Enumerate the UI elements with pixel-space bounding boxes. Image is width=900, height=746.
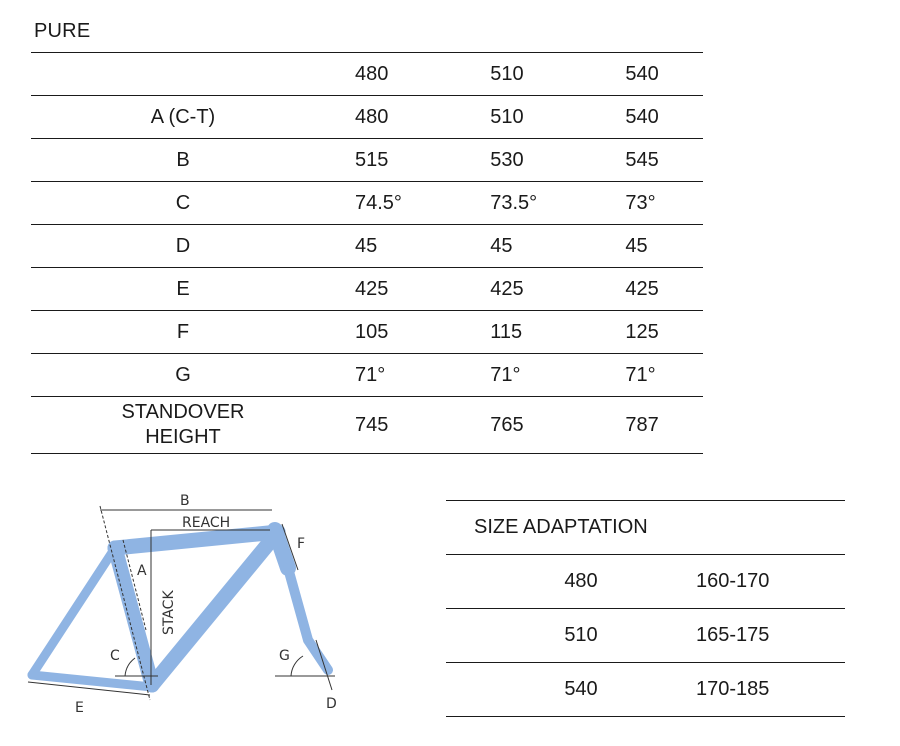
row-value: 515 xyxy=(354,148,389,171)
row-value: 115 xyxy=(490,320,523,343)
row-value: 787 xyxy=(625,413,659,436)
label-e: E xyxy=(75,700,84,716)
row-value: 45 xyxy=(625,234,648,257)
label-stack: STACK xyxy=(161,590,177,635)
table-row xyxy=(31,225,703,268)
row-value: 45 xyxy=(354,234,378,257)
label-b: B xyxy=(180,493,190,509)
seat-stay xyxy=(32,548,115,675)
table-row xyxy=(31,354,703,397)
row-value: 530 xyxy=(490,148,524,171)
size-adaptation-header-row xyxy=(446,501,845,555)
row-label: G xyxy=(175,363,191,386)
table-row xyxy=(31,96,703,139)
header-size-cell: 540 xyxy=(625,62,659,85)
table-row xyxy=(446,555,845,609)
row-label-line: STANDOVER xyxy=(121,401,245,423)
geometry-table xyxy=(31,52,703,454)
rider-height-range: 165-175 xyxy=(696,624,770,646)
row-value: 425 xyxy=(625,277,659,300)
rider-height-range: 160-170 xyxy=(696,570,770,592)
g-angle-arc xyxy=(291,656,303,676)
row-value: 71° xyxy=(354,363,386,386)
row-value: 765 xyxy=(490,413,524,436)
size-value: 480 xyxy=(564,570,598,592)
size-value: 540 xyxy=(564,678,598,700)
row-value: 425 xyxy=(354,277,389,300)
label-c: C xyxy=(110,648,120,664)
header-corner-cell xyxy=(31,53,335,96)
header-size-cell: 480 xyxy=(354,62,389,85)
size-adaptation-title: SIZE ADAPTATION xyxy=(474,516,648,538)
row-value: 540 xyxy=(625,105,659,128)
row-value: 71° xyxy=(490,363,521,386)
row-label: D xyxy=(175,234,191,257)
row-value: 125 xyxy=(625,320,659,343)
row-value: 425 xyxy=(490,277,524,300)
table-row xyxy=(446,609,845,663)
table-row xyxy=(31,311,703,354)
size-value: 510 xyxy=(564,624,598,646)
row-value: 45 xyxy=(490,234,513,257)
geometry-table-title: PURE xyxy=(34,20,91,42)
label-reach: REACH xyxy=(182,515,231,531)
row-value: 745 xyxy=(354,413,389,436)
top-tube xyxy=(115,532,278,548)
row-value: 73° xyxy=(625,191,656,214)
table-row xyxy=(31,182,703,225)
geometry-header-row xyxy=(31,53,703,96)
row-value: 105 xyxy=(354,320,389,343)
row-value: 73.5° xyxy=(490,191,538,214)
row-value: 510 xyxy=(490,105,524,128)
row-label: C xyxy=(175,191,191,214)
row-label-line: HEIGHT xyxy=(145,426,221,448)
row-label xyxy=(31,397,335,454)
rider-height-range: 170-185 xyxy=(696,678,770,700)
table-row xyxy=(446,663,845,717)
row-label: A (C-T) xyxy=(150,105,216,128)
b-extension-line xyxy=(100,506,150,700)
table-row xyxy=(31,268,703,311)
bike-frame-diagram xyxy=(20,490,350,720)
chain-stay xyxy=(32,675,152,687)
label-g: G xyxy=(279,648,290,664)
label-f: F xyxy=(297,536,306,552)
label-a: A xyxy=(137,563,147,579)
row-label: E xyxy=(176,277,190,300)
row-value: 545 xyxy=(625,148,659,171)
row-label: B xyxy=(176,148,190,171)
label-d: D xyxy=(326,696,337,712)
size-adaptation-table xyxy=(446,500,845,717)
row-value: 74.5° xyxy=(354,191,402,214)
table-row xyxy=(31,139,703,182)
header-size-cell: 510 xyxy=(490,62,524,85)
row-label: F xyxy=(176,320,190,343)
table-row xyxy=(31,397,703,454)
fork xyxy=(288,568,328,670)
row-value: 71° xyxy=(625,363,656,386)
c-angle-arc xyxy=(125,658,135,676)
row-value: 480 xyxy=(354,105,389,128)
